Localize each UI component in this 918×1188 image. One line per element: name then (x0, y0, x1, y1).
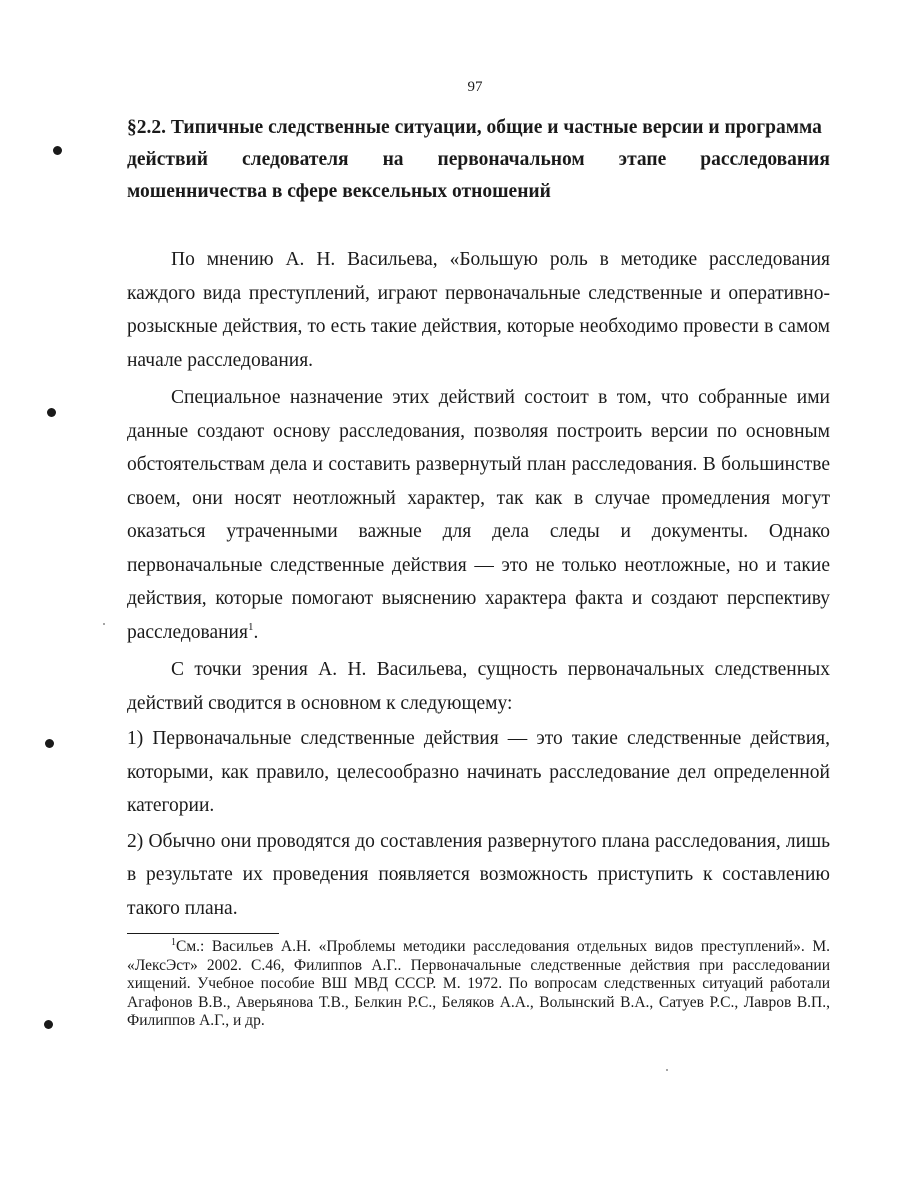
footnote-separator (127, 933, 279, 934)
binder-hole-1 (53, 146, 62, 155)
heading-word: действий (127, 149, 208, 170)
heading-line-1: §2.2. Типичные следственные ситуации, общие и частные версии и программа (127, 117, 822, 138)
paragraph-2 (127, 381, 830, 649)
binder-hole-2 (47, 408, 56, 417)
footnote-reference: 1 (247, 620, 254, 633)
scan-speck (666, 1069, 668, 1071)
list-item-2: 2) Обычно они проводятся до составления развернутого плана расследования, лишь в результате их проведения появляется возможность приступить к составлению такого плана. (127, 830, 830, 919)
heading-word: расследования (700, 149, 830, 170)
paragraph-1: По мнению А. Н. Васильева, «Большую роль в методике расследования каждого вида преступлений, играют первоначальные следственные и оперативно-розыскные действия, то есть такие действия, которые необходимо провести в самом начале расследования. (127, 249, 830, 371)
paragraph-2-end: . (253, 621, 259, 643)
paragraph-2-text: Специальное назначение этих действий состоит в том, что собранные ими данные создают основу расследования, позволяя построить версии по основным обстоятельствам дела и составить развернутый план расследования. В большинстве своем, они носят неотложный характер, так как в случае промедления могут оказаться утраченными важные для дела следы и документы. Однако первоначальные следственные действия — это не только неотложные, но и такие действия, которые помогают выяснению характера факта и создают перспективу расследования (127, 387, 830, 643)
body-text (127, 243, 830, 925)
footnote-text-block (127, 938, 830, 1031)
paragraph-3: С точки зрения А. Н. Васильева, сущность первоначальных следственных действий сводится в основном к следующему: (127, 659, 830, 714)
footnote (127, 938, 830, 1031)
heading-word: первоначальном (437, 149, 585, 170)
heading-word: следователя (241, 149, 349, 170)
heading-word: на (382, 149, 404, 170)
heading-line-2 (127, 144, 830, 176)
footnote-mark: 1 (171, 937, 176, 948)
heading-line-3: мошенничества в сфере вексельных отношений (127, 181, 551, 202)
section-heading (127, 112, 830, 208)
heading-word: этапе (618, 149, 667, 170)
page-number: 97 (467, 79, 483, 95)
footnote-text: См.: Васильев А.Н. «Проблемы методики расследования отдельных видов преступлений». М. «ЛексЭст» 2002. С.46, Филиппов А.Г.. Первоначальные следственные действия при расследовании хищений. Учебное пособие ВШ МВД СССР. М. 1972. По вопросам следственных ситуаций работали Агафонов В.В., Аверьянова Т.В., Белкин Р.С., Беляков А.А., Волынский В.А., Сатуев Р.С., Лавров В.П., Филиппов А.Г., и др. (127, 938, 830, 1029)
binder-hole-3 (45, 739, 54, 748)
binder-hole-4 (44, 1020, 53, 1029)
list-item-1: 1) Первоначальные следственные действия — это такие следственные действия, которыми, как правило, целесообразно начинать расследование дел определенной категории. (127, 728, 830, 816)
scan-speck (103, 623, 105, 625)
